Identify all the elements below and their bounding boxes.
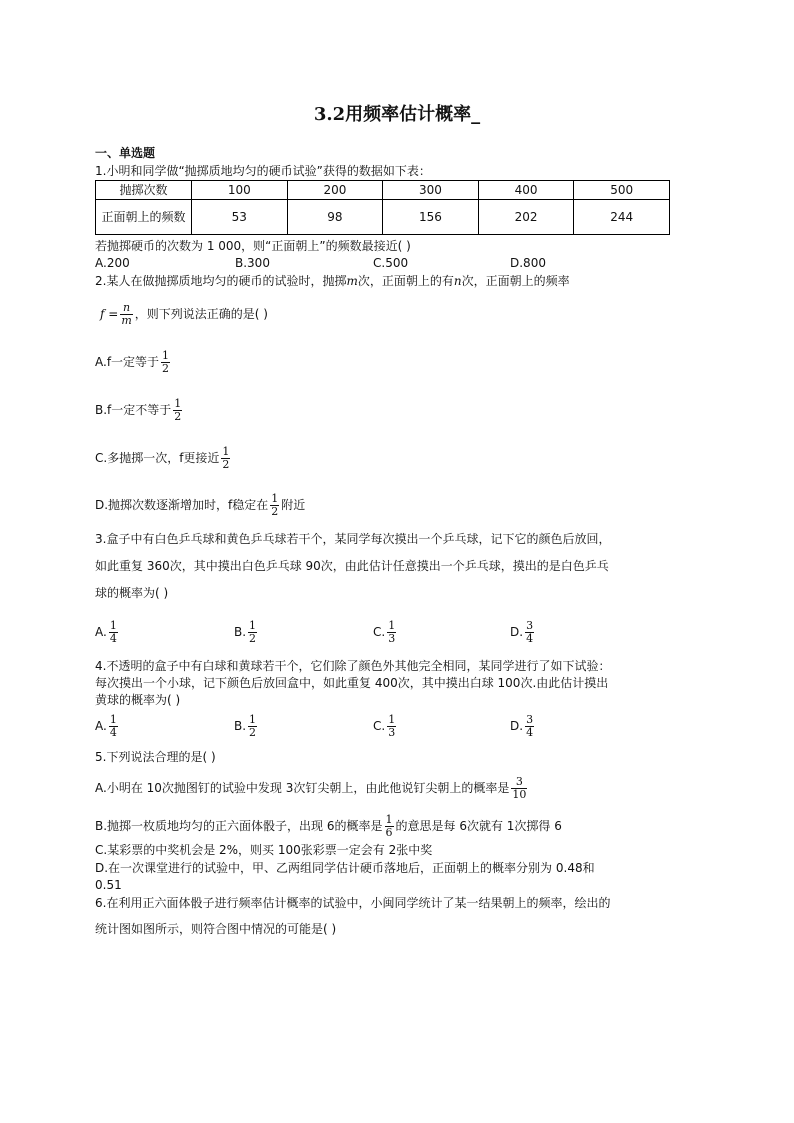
q2-stem-text: 2.某人在做抛掷质地均匀的硬币的试验时，抛掷 (95, 274, 347, 288)
option-label: A. (95, 625, 107, 639)
table-row (96, 181, 670, 200)
table-cell: 100 (192, 181, 288, 200)
option-text: D.抛掷次数逐渐增加时，f稳定在 (95, 498, 269, 512)
fraction-denominator: 3 (388, 632, 396, 645)
fraction-numerator: 1 (271, 492, 279, 505)
option-label: C. (373, 625, 386, 639)
fraction-numerator: 1 (249, 713, 257, 726)
q1-stem: 1.小明和同学做“抛掷质地均匀的硬币试验”获得的数据如下表： (95, 164, 431, 178)
option-text: C.多抛掷一次，f更接近 (95, 451, 220, 465)
fraction-denominator: 4 (109, 726, 117, 739)
section-heading: 一、单选题 (95, 146, 156, 160)
fraction-denominator: 2 (249, 632, 257, 645)
q2-formula-lhs: f = (100, 307, 119, 321)
fraction-numerator: 3 (526, 713, 534, 726)
fraction-denominator: 2 (174, 410, 182, 423)
q2-option-b (95, 398, 184, 423)
fraction-one-half (270, 493, 279, 518)
table-row (96, 200, 670, 235)
table-cell: 500 (574, 181, 670, 200)
q4-line-3: 黄球的概率为( ) (95, 693, 181, 707)
q2-stem-text: ，则下列说法正确的是( ) (134, 307, 268, 321)
fraction-numerator: n (122, 301, 131, 314)
option-fraction (525, 620, 534, 645)
option-label: B. (234, 625, 247, 639)
q3-option-a (95, 620, 120, 645)
option-fraction (109, 620, 118, 645)
fraction-one-half (161, 350, 170, 375)
q5-option-a (95, 776, 529, 801)
q2-option-d (95, 493, 305, 518)
option-fraction (248, 714, 257, 739)
fraction-one-half (221, 446, 230, 471)
fraction-numerator: 1 (249, 619, 257, 632)
fraction-denominator: 2 (271, 505, 279, 518)
q1-option-a: A.200 (95, 256, 130, 270)
fraction-denominator: 3 (388, 726, 396, 739)
fraction-denominator: m (121, 314, 132, 327)
fraction-numerator: 1 (388, 619, 396, 632)
fraction-numerator: 1 (109, 713, 117, 726)
fraction-numerator: 1 (222, 445, 230, 458)
option-label: A. (95, 719, 107, 733)
q3-line-3: 球的概率为( ) (95, 586, 169, 600)
q2-option-a (95, 350, 172, 375)
q5-option-c: C.某彩票的中奖机会是 2%，则买 100张彩票一定会有 2张中奖 (95, 843, 433, 857)
table-cell: 200 (287, 181, 383, 200)
q1-question: 若抛掷硬币的次数为 1 000，则“正面朝上”的频数最接近( ) (95, 239, 411, 253)
fraction-numerator: 3 (515, 775, 523, 788)
q4-line-2: 每次摸出一个小球，记下颜色后放回盒中，如此重复 400次，其中摸出白球 100次.由此估计摸出 (95, 676, 609, 690)
q1-option-d: D.800 (510, 256, 546, 270)
option-text: A.f一定等于 (95, 355, 160, 369)
q2-var-m: m (346, 274, 358, 288)
q5-option-d-line-1: D.在一次课堂进行的试验中，甲、乙两组同学估计硬币落地后，正面朝上的概率分别为 0.48和 (95, 861, 595, 875)
q2-formula-line (100, 302, 268, 327)
q3-option-b (234, 620, 259, 645)
fraction-numerator: 1 (385, 813, 393, 826)
option-label: C. (373, 719, 386, 733)
fraction-numerator: 1 (388, 713, 396, 726)
q3-line-2: 如此重复 360次，其中摸出白色乒乓球 90次，由此估计任意摸出一个乒乓球，摸出的是白色乒乓 (95, 559, 609, 573)
q1-option-b: B.300 (235, 256, 270, 270)
fraction-numerator: 1 (109, 619, 117, 632)
fraction-denominator: 6 (385, 826, 393, 839)
option-fraction (387, 714, 396, 739)
option-fraction (109, 714, 118, 739)
q4-option-d (510, 714, 536, 739)
table-cell: 98 (287, 200, 383, 235)
table-cell: 202 (478, 200, 574, 235)
q3-option-c (373, 620, 398, 645)
fraction-numerator: 1 (162, 349, 170, 362)
q4-option-c (373, 714, 398, 739)
fraction-denominator: 4 (109, 632, 117, 645)
q2-stem-text: 次，正面朝上的有 (357, 274, 454, 288)
q6-line-2: 统计图如图所示，则符合图中情况的可能是( ) (95, 922, 337, 936)
fraction-numerator: 3 (526, 619, 534, 632)
option-fraction (387, 620, 396, 645)
fraction-denominator: 4 (526, 726, 534, 739)
q1-option-c: C.500 (373, 256, 409, 270)
table-cell: 正面朝上的频数 (96, 200, 192, 235)
option-text: 的意思是每 6次就有 1次掷得 6 (395, 819, 562, 833)
table-cell: 400 (478, 181, 574, 200)
q5-option-d-line-2: 0.51 (95, 878, 122, 892)
q2-var-n: n (453, 274, 462, 288)
q3-option-d (510, 620, 536, 645)
fraction-denominator: 2 (162, 362, 170, 375)
fraction-denominator: 4 (526, 632, 534, 645)
option-label: D. (510, 625, 524, 639)
option-text: A.小明在 10次抛图钉的试验中发现 3次钉尖朝上，由此他说钉尖朝上的概率是 (95, 781, 510, 795)
q5-stem: 5.下列说法合理的是( ) (95, 750, 216, 764)
coin-data-table (95, 180, 670, 235)
fraction-denominator: 2 (222, 458, 230, 471)
table-cell: 156 (383, 200, 479, 235)
option-text: B.f一定不等于 (95, 403, 172, 417)
option-text: 附近 (281, 498, 306, 512)
fraction-denominator: 2 (249, 726, 257, 739)
q2-option-c (95, 446, 232, 471)
table-cell: 300 (383, 181, 479, 200)
option-text: B.抛掷一枚质地均匀的正六面体骰子，出现 6的概率是 (95, 819, 383, 833)
fraction-denominator: 10 (512, 788, 527, 801)
q4-option-a (95, 714, 120, 739)
option-fraction (385, 814, 394, 839)
option-label: B. (234, 719, 247, 733)
table-cell: 244 (574, 200, 670, 235)
page-title: 3.2用频率估计概率_ (313, 104, 481, 125)
q3-line-1: 3.盒子中有白色乒乓球和黄色乒乓球若干个，某同学每次摸出一个乒乓球，记下它的颜色后放回， (95, 532, 611, 546)
option-label: D. (510, 719, 524, 733)
option-fraction (248, 620, 257, 645)
q6-line-1: 6.在利用正六面体骰子进行频率估计概率的试验中，小闽同学统计了某一结果朝上的频率，绘出的 (95, 896, 611, 910)
table-cell: 53 (192, 200, 288, 235)
table-cell: 抛掷次数 (96, 181, 192, 200)
q2-formula-fraction (120, 302, 132, 327)
option-fraction (525, 714, 534, 739)
q5-option-b (95, 814, 562, 839)
q4-option-b (234, 714, 259, 739)
fraction-one-half (173, 398, 182, 423)
option-fraction (511, 776, 527, 801)
q2-stem (95, 274, 570, 288)
fraction-numerator: 1 (174, 397, 182, 410)
q4-line-1: 4.不透明的盒子中有白球和黄球若干个，它们除了颜色外其他完全相同，某同学进行了如下试验： (95, 659, 611, 673)
q2-stem-text: 次，正面朝上的频率 (461, 274, 570, 288)
